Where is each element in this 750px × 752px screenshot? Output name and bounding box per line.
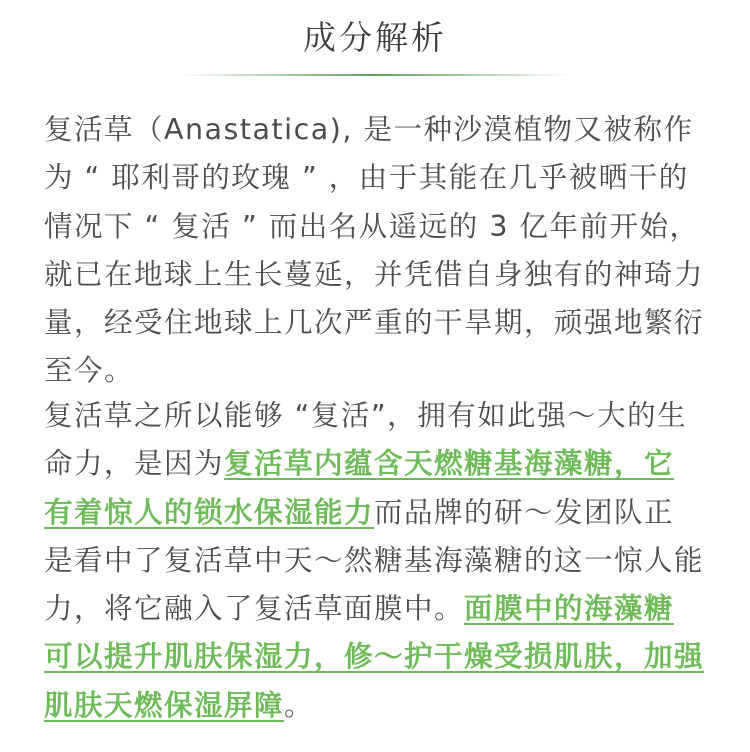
paragraph-text-segment: 而品牌的研～发团队正是看中了复活草中天～然糖基海藻糖的这一惊人能力，将它融入了复活草面膜中。 [44,495,705,626]
trehalose-paragraph [44,392,704,730]
highlight-moisture-lock: 复活草内蕴含天燃糖基海藻糖，它有着惊人的锁水保湿能力 [44,447,675,529]
highlight-skin-barrier: 面膜中的海藻糖可以提升肌肤保湿力，修～护干燥受损肌肤，加强肌肤天燃保湿屏障 [44,592,705,722]
paragraph-text-segment: 复活草之所以能够 “复活”，拥有如此强～大的生命力，是因为 [44,399,688,481]
page-title: 成分解析 [303,18,447,57]
title-divider [180,74,570,76]
intro-paragraph: 复活草（Anastatica), 是一种沙漠植物又被称作为 “ 耶利哥的玫瑰 ” ，由于其能在几乎被晒干的情况下 “ 复活 ” 而出名从遥远的 3 亿年前开始，就已在地球上生长蔓延，并凭借自身独有的神琦力量，经受住地球上几次严重的干旱期，顽强地繁衍至今。 [44,113,705,388]
paragraph-end-punctuation: 。 [284,688,315,722]
